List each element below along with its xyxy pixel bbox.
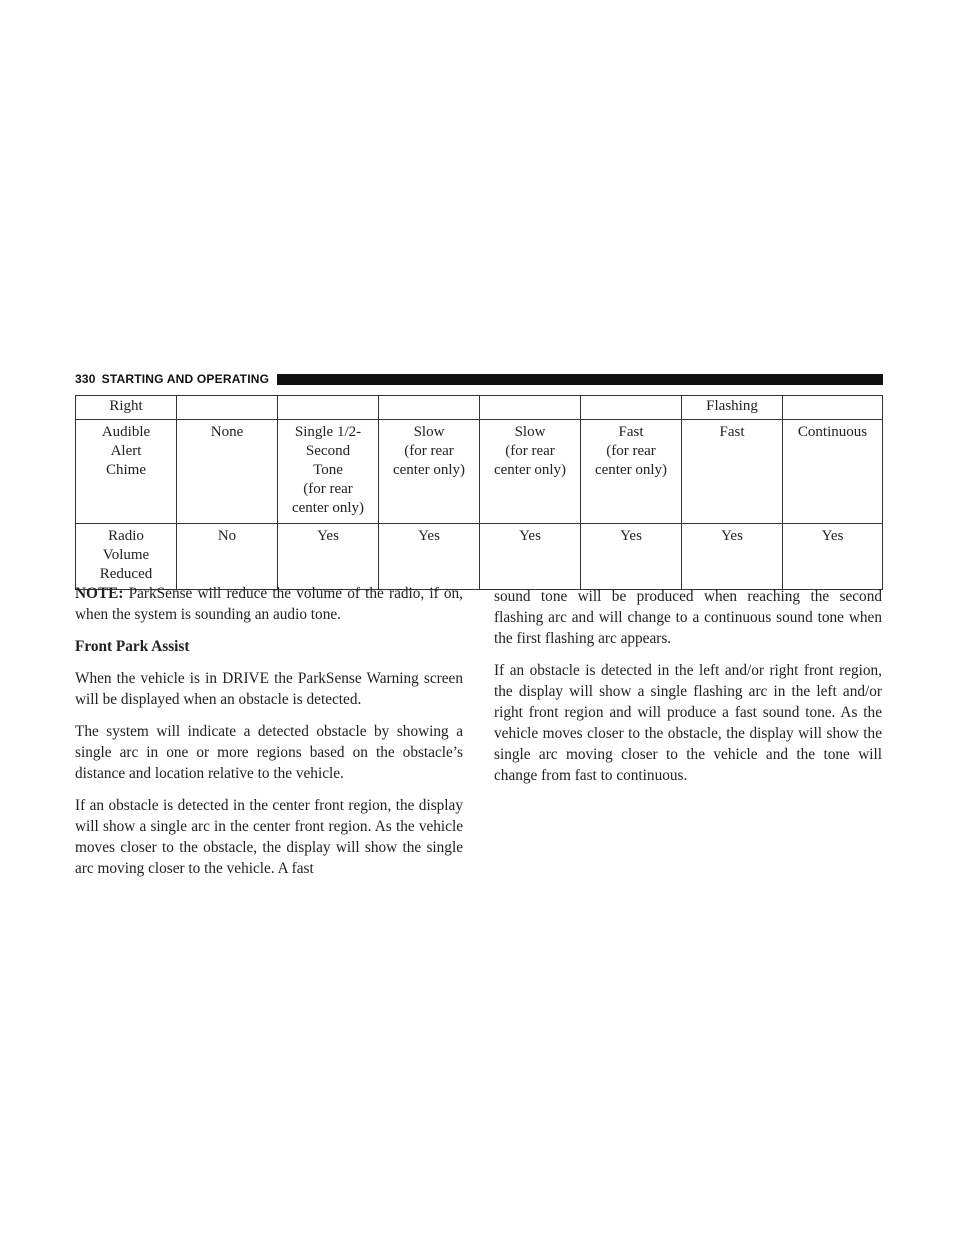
- table-row: [76, 524, 883, 590]
- row-label-cell: [76, 420, 177, 524]
- table-cell: [177, 524, 278, 590]
- table-cell: [682, 420, 783, 524]
- cell-text: Fast: [618, 424, 644, 440]
- cell-text: No: [217, 528, 237, 544]
- cell-text: (for rear: [303, 481, 353, 497]
- table-cell: [379, 524, 480, 590]
- table-cell: [783, 420, 883, 524]
- table-cell: [682, 524, 783, 590]
- table-cell: [480, 420, 581, 524]
- note-text: ParkSense will reduce the volume of the radio, if on, when the system is sounding an audio tone.: [75, 585, 463, 623]
- table-cell: [682, 396, 783, 420]
- cell-text: Yes: [620, 528, 642, 544]
- note-label: NOTE:: [75, 585, 124, 602]
- cell-text: center only): [493, 462, 567, 478]
- table-cell: [278, 420, 379, 524]
- table-cell: [177, 396, 278, 420]
- table-cell: [480, 396, 581, 420]
- paragraph: If an obstacle is detected in the center front region, the display will show a single arc in the center front region. As the vehicle moves closer to the obstacle, the display will show the single arc moving closer to the vehicle. A fast: [75, 797, 463, 877]
- note-paragraph: [75, 583, 463, 625]
- cell-text: Yes: [821, 528, 844, 544]
- cell-text: None: [210, 424, 244, 440]
- cell-text: Volume: [102, 547, 150, 563]
- table-row: [76, 420, 883, 524]
- cell-text: Radio: [108, 528, 144, 544]
- header-rule: [277, 374, 883, 385]
- cell-text: (for rear: [606, 443, 656, 459]
- page-header: [75, 371, 883, 387]
- cell-text: Yes: [721, 528, 743, 544]
- cell-text: center only): [291, 500, 365, 516]
- cell-text: (for rear: [505, 443, 555, 459]
- table-cell: [278, 396, 379, 420]
- cell-text: Alert: [110, 443, 142, 459]
- table-row: [76, 396, 883, 420]
- cell-text: center only): [594, 462, 668, 478]
- cell-text: Reduced: [99, 566, 153, 582]
- table-cell: [379, 420, 480, 524]
- cell-text: Slow: [514, 424, 546, 440]
- cell-text: Flashing: [706, 398, 758, 414]
- row-label-cell: [76, 524, 177, 590]
- cell-text: Yes: [418, 528, 440, 544]
- left-column: [75, 583, 463, 890]
- cell-text: Right: [109, 398, 143, 414]
- table-cell: [581, 524, 682, 590]
- table-cell: [581, 420, 682, 524]
- cell-text: Slow: [413, 424, 445, 440]
- table-cell: [783, 396, 883, 420]
- paragraph: The system will indicate a detected obstacle by showing a single arc in one or more regions based on the obstacle’s distance and location relative to the vehicle.: [75, 723, 463, 782]
- right-column: [494, 586, 882, 797]
- cell-text: center only): [392, 462, 466, 478]
- page-number: 330: [75, 372, 96, 386]
- chime-table: [75, 395, 883, 590]
- cell-text: Second: [305, 443, 351, 459]
- row-label-cell: [76, 396, 177, 420]
- paragraph: When the vehicle is in DRIVE the ParkSense Warning screen will be displayed when an obstacle is detected.: [75, 670, 463, 708]
- cell-text: Single 1/2-: [294, 424, 362, 440]
- paragraph: If an obstacle is detected in the left and/or right front region, the display will show a single flashing arc in the left and/or right front region and will produce a fast sound tone. As the vehicle moves closer to the obstacle, the display will show the single arc moving closer to the vehicle and the tone will change from fast to continuous.: [494, 662, 882, 784]
- cell-text: Continuous: [797, 424, 868, 440]
- front-park-assist-heading: Front Park Assist: [75, 638, 190, 655]
- table-cell: [278, 524, 379, 590]
- paragraph: sound tone will be produced when reaching the second flashing arc and will change to a continuous sound tone when the first flashing arc appears.: [494, 588, 882, 647]
- section-title: STARTING AND OPERATING: [101, 372, 270, 386]
- table-cell: [783, 524, 883, 590]
- cell-text: Yes: [317, 528, 339, 544]
- cell-text: (for rear: [404, 443, 454, 459]
- cell-text: Yes: [519, 528, 541, 544]
- table-cell: [480, 524, 581, 590]
- cell-text: Audible: [101, 424, 151, 440]
- table-cell: [581, 396, 682, 420]
- cell-text: Chime: [106, 462, 146, 478]
- cell-text: Fast: [719, 424, 745, 440]
- table-cell: [177, 420, 278, 524]
- table-cell: [379, 396, 480, 420]
- cell-text: Tone: [313, 462, 343, 478]
